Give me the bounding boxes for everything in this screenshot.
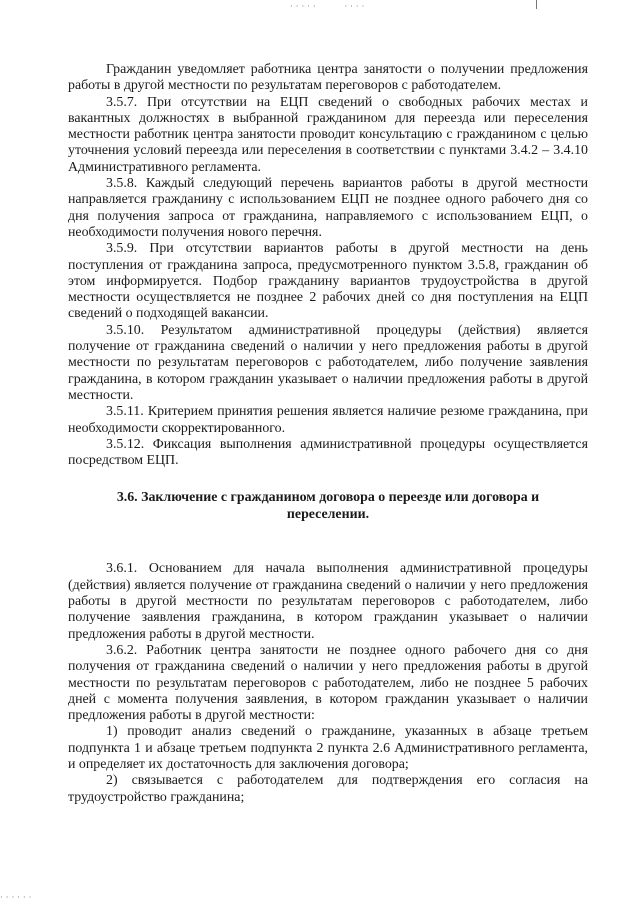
scan-artifact-top — [536, 0, 537, 9]
scan-artifact-bottom: · · · · · · — [0, 893, 32, 903]
paragraph-intro: Гражданин уведомляет работника центра занятости о получении предложения работы в другой местности по результатам переговоров с работодателем. — [68, 62, 588, 94]
paragraph-3-5-10: 3.5.10. Результатом административной процедуры (действия) является получение от гражданина сведений о наличии у него предложения работы в другой местности по результатам переговоров с работодателем, либо получение заявления гражданина, в котором гражданин указывает о наличии предложения работы в другой местности. — [68, 322, 588, 403]
paragraph-3-5-7: 3.5.7. При отсутствии на ЕЦП сведений о свободных рабочих местах и вакантных должностях в выбранной гражданином для переезда или переселения местности работник центра занятости проводит консультацию с гражданином с целью уточнения условий переезда или переселения в соответствии с пунктами 3.4.2 – 3.4.10 Административного регламента. — [68, 94, 588, 175]
scan-artifact-dots: · · · · · · · · · — [290, 2, 365, 12]
document-page — [68, 62, 588, 806]
list-item-2: 2) связывается с работодателем для подтверждения его согласия на трудоустройство гражданина; — [68, 773, 588, 805]
paragraph-3-5-12: 3.5.12. Фиксация выполнения административной процедуры осуществляется посредством ЕЦП. — [68, 436, 588, 469]
list-item-1: 1) проводит анализ сведений о гражданине, указанных в абзаце третьем подпункта 1 и абзаце третьем подпункта 2 пункта 2.6 Административного регламента, и определяет их достаточность для заключения договора; — [68, 724, 588, 772]
paragraph-3-5-9: 3.5.9. При отсутствии вариантов работы в другой местности на день поступления от гражданина запроса, предусмотренного пунктом 3.5.8, гражданин об этом информируется. Подбор гражданину вариантов трудоустройства в другой местности осуществляется не позднее 2 рабочих дней со дня поступления на ЕЦП сведений о подходящей вакансии. — [68, 241, 588, 322]
paragraph-3-5-8: 3.5.8. Каждый следующий перечень вариантов работы в другой местности направляется гражданину с использованием ЕЦП не позднее одного рабочего дня со дня получения запроса от гражданина, направляемого с использованием ЕЦП, о необходимости получения нового перечня. — [68, 176, 588, 240]
paragraph-3-6-1: 3.6.1. Основанием для начала выполнения административной процедуры (действия) является получение от гражданина сведений о наличии у него предложения работы в другой местности по результатам переговоров с работодателем, либо получение заявления гражданина, в котором гражданин указывает о наличии предложения работы в другой местности. — [68, 561, 588, 642]
paragraph-3-6-2: 3.6.2. Работник центра занятости не позднее одного рабочего дня со дня получения от гражданина сведений о наличии у него предложения работы в другой местности по результатам переговоров с работодателем, либо не позднее 5 рабочих дней с момента получения заявления, в котором гражданин указывает о наличии предложения работы в другой местности: — [68, 642, 588, 724]
paragraph-3-5-11: 3.5.11. Критерием принятия решения является наличие резюме гражданина, при необходимости скорректированного. — [68, 404, 588, 436]
section-heading-3-6: 3.6. Заключение с гражданином договора о переезде или договора и переселении. — [116, 490, 540, 523]
